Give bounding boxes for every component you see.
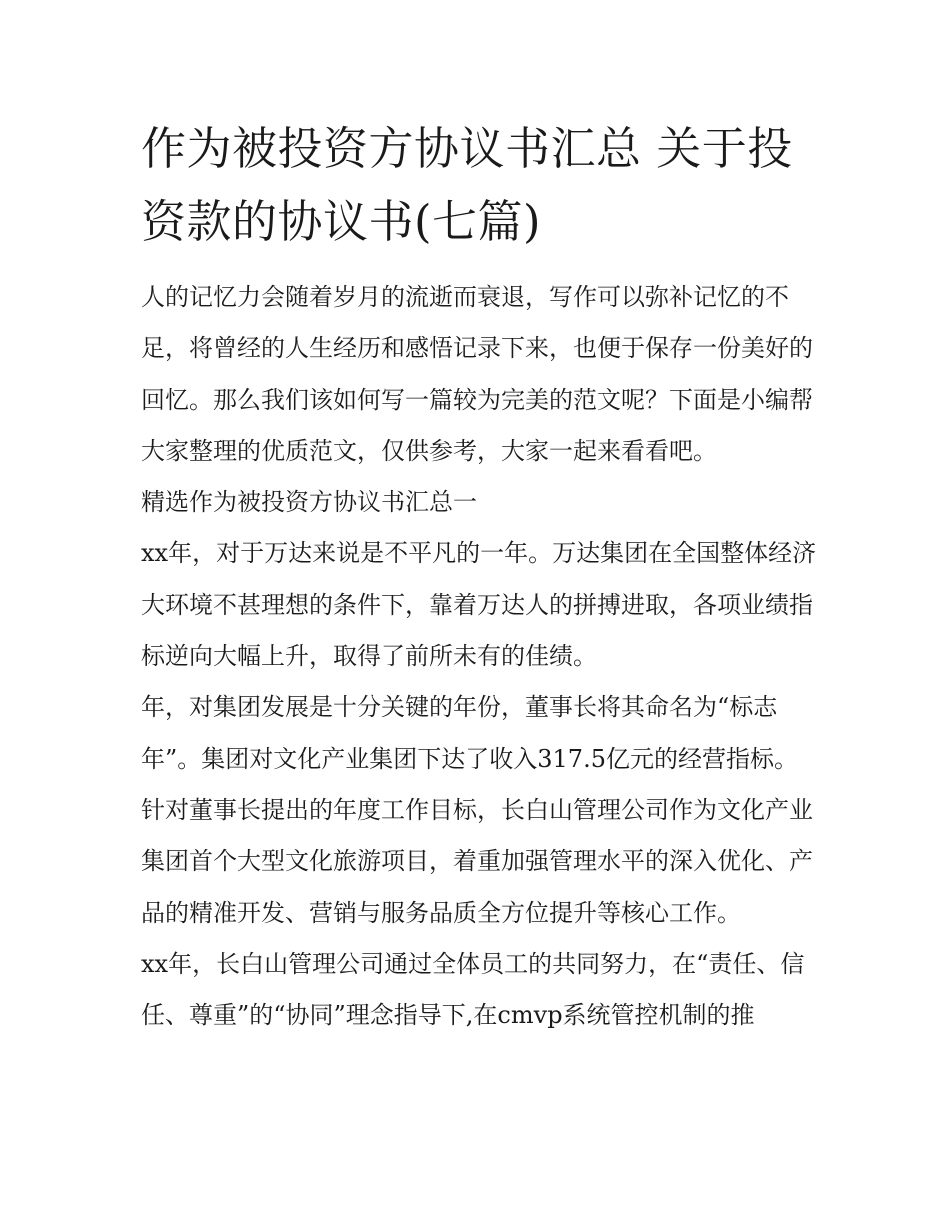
document-body: [141, 272, 817, 1041]
paragraph-landmark-year: 年，对集团发展是十分关键的年份，董事长将其命名为“标志年”。集团对文化产业集团下达了收入317.5亿元的经营指标。针对董事长提出的年度工作目标，长白山管理公司作为文化产业集团首个大型文化旅游项目，着重加强管理水平的深入优化、产品的精准开发、营销与服务品质全方位提升等核心工作。: [141, 693, 813, 927]
document-title: 作为被投资方协议书汇总 关于投资款的协议书(七篇): [141, 122, 793, 248]
document-page: [141, 112, 817, 1041]
paragraph-changbaishan: xx年，长白山管理公司通过全体员工的共同努力，在“责任、信任、尊重”的“协同”理念指导下,在cmvp系统管控机制的推: [141, 949, 805, 1030]
paragraph-intro: 人的记忆力会随着岁月的流逝而衰退，写作可以弥补记忆的不足，将曾经的人生经历和感悟记录下来，也便于保存一份美好的回忆。那么我们该如何写一篇较为完美的范文呢？下面是小编帮大家整理的优质范文，仅供参考，大家一起来看看吧。: [141, 283, 813, 465]
paragraph-wanda-year: xx年，对于万达来说是不平凡的一年。万达集团在全国整体经济大环境不甚理想的条件下，靠着万达人的拼搏进取，各项业绩指标逆向大幅上升，取得了前所未有的佳绩。: [141, 539, 817, 671]
paragraph-section-heading: 精选作为被投资方协议书汇总一: [141, 488, 477, 517]
